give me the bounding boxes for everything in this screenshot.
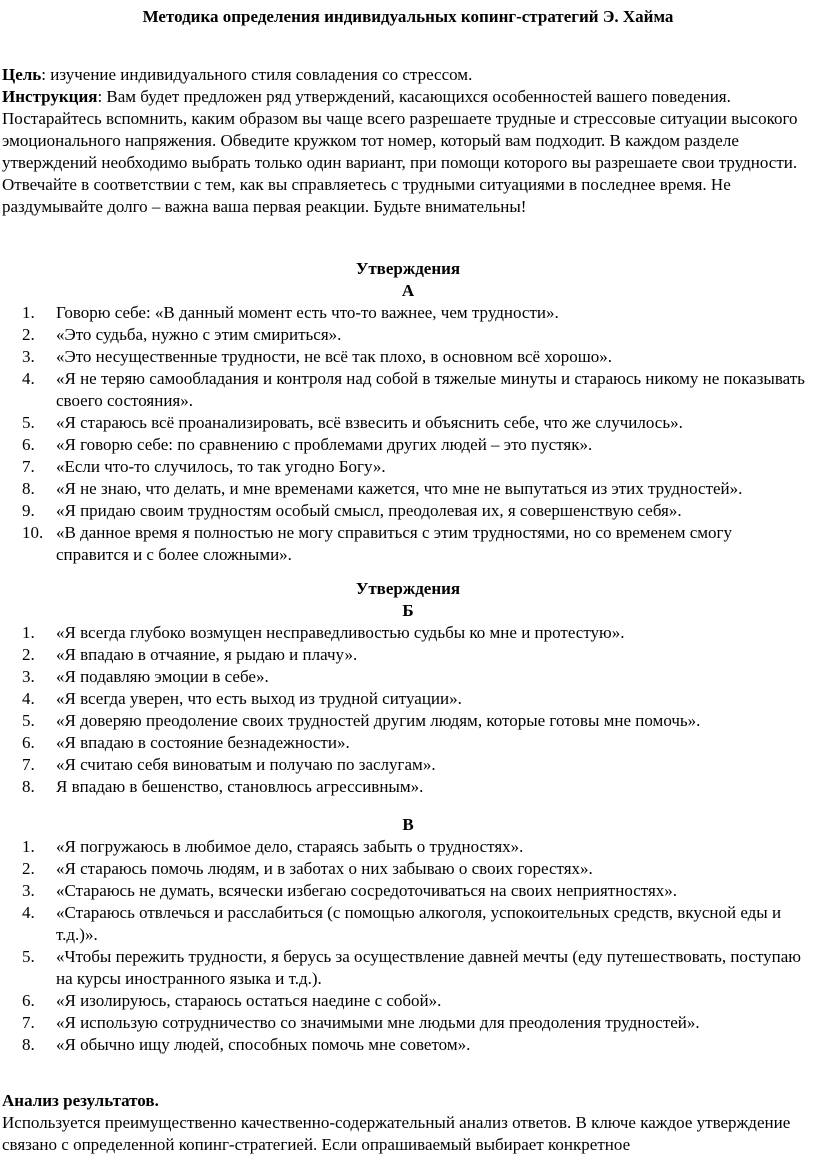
item-text: «Стараюсь отвлечься и расслабиться (с помощью алкоголя, успокоительных средств, вкусной еды и т.д.)». bbox=[56, 903, 782, 944]
list-item bbox=[0, 776, 808, 798]
item-number: 4. bbox=[22, 369, 35, 388]
goal-label: Цель bbox=[2, 65, 42, 84]
list-item bbox=[0, 858, 808, 880]
item-text: «Я стараюсь всё проанализировать, всё взвесить и объяснить себе, что же случилось». bbox=[56, 413, 683, 432]
item-text: «Я обычно ищу людей, способных помочь мне советом». bbox=[56, 1035, 471, 1054]
instruction-paragraph-2: Отвечайте в соответствии с тем, как вы справляетесь с трудными ситуациями в последнее время. Не раздумывайте долго – важна ваша первая реакции. Будьте внимательны! bbox=[2, 175, 731, 216]
instruction-paragraph bbox=[2, 86, 810, 174]
list-item bbox=[0, 324, 808, 346]
list-item bbox=[0, 754, 808, 776]
item-text: «Я всегда уверен, что есть выход из трудной ситуации». bbox=[56, 689, 462, 708]
section-a-heading: Утверждения bbox=[355, 259, 461, 278]
item-number: 3. bbox=[22, 881, 35, 900]
analysis-text: Используется преимущественно качественно-содержательный анализ ответов. В ключе каждое утверждение связано с определенной копинг-стратегией. Если опрашиваемый выбирает конкретное bbox=[2, 1113, 791, 1154]
item-text: Говорю себе: «В данный момент есть что-то важнее, чем трудности». bbox=[56, 303, 559, 322]
item-number: 6. bbox=[22, 435, 35, 454]
item-number: 6. bbox=[22, 991, 35, 1010]
list-item bbox=[0, 644, 808, 666]
item-number: 2. bbox=[22, 325, 35, 344]
item-text: «Я не теряю самообладания и контроля над собой в тяжелые минуты и стараюсь никому не показывать своего состояния». bbox=[56, 369, 805, 410]
list-item bbox=[0, 990, 808, 1012]
list-item bbox=[0, 456, 808, 478]
item-text: «Я впадаю в состояние безнадежности». bbox=[56, 733, 350, 752]
item-text: «Я стараюсь помочь людям, и в заботах о них забываю о своих горестях». bbox=[56, 859, 593, 878]
list-item bbox=[0, 1034, 808, 1056]
item-number: 7. bbox=[22, 755, 35, 774]
list-item bbox=[0, 836, 808, 858]
list-item bbox=[0, 710, 808, 732]
item-text: «Я говорю себе: по сравнению с проблемами других людей – это пустяк». bbox=[56, 435, 593, 454]
list-item bbox=[0, 412, 808, 434]
document-title: Методика определения индивидуальных копинг-стратегий Э. Хайма bbox=[142, 7, 674, 26]
section-v-list bbox=[0, 836, 808, 1056]
section-b-heading: Утверждения bbox=[355, 579, 461, 598]
item-text: «Я считаю себя виноватым и получаю по заслугам». bbox=[56, 755, 436, 774]
item-number: 8. bbox=[22, 479, 35, 498]
item-text: «Стараюсь не думать, всячески избегаю сосредоточиваться на своих неприятностях». bbox=[56, 881, 678, 900]
item-number: 2. bbox=[22, 645, 35, 664]
list-item bbox=[0, 478, 808, 500]
item-text: «Я всегда глубоко возмущен несправедливостью судьбы ко мне и протестую». bbox=[56, 623, 625, 642]
list-item bbox=[0, 368, 808, 412]
list-item bbox=[0, 688, 808, 710]
item-number: 2. bbox=[22, 859, 35, 878]
list-item bbox=[0, 500, 808, 522]
item-number: 1. bbox=[22, 303, 35, 322]
item-text: «Я использую сотрудничество со значимыми мне людьми для преодоления трудностей». bbox=[56, 1013, 700, 1032]
list-item bbox=[0, 666, 808, 688]
list-item bbox=[0, 522, 808, 566]
list-item bbox=[0, 622, 808, 644]
item-number: 7. bbox=[22, 457, 35, 476]
item-text: «В данное время я полностью не могу справиться с этим трудностями, но со временем смогу справится и с более сложными». bbox=[56, 523, 732, 564]
goal-text: : изучение индивидуального стиля совладения со стрессом. bbox=[41, 65, 473, 84]
item-number: 7. bbox=[22, 1013, 35, 1032]
item-text: «Я погружаюсь в любимое дело, стараясь забыть о трудностях». bbox=[56, 837, 524, 856]
item-text: «Я не знаю, что делать, и мне временами кажется, что мне не выпутаться из этих трудностей». bbox=[56, 479, 743, 498]
item-text: Я впадаю в бешенство, становлюсь агрессивным». bbox=[56, 777, 424, 796]
item-number: 3. bbox=[22, 667, 35, 686]
analysis-block bbox=[2, 1090, 810, 1156]
item-text: «Я подавляю эмоции в себе». bbox=[56, 667, 269, 686]
section-v-letter: В bbox=[402, 815, 414, 834]
analysis-heading: Анализ результатов. bbox=[2, 1091, 159, 1110]
section-a-list bbox=[0, 302, 808, 566]
list-item bbox=[0, 732, 808, 754]
instruction-text: : Вам будет предложен ряд утверждений, касающихся особенностей вашего поведения. Постарайтесь вспомнить, каким образом вы чаще всего разрешаете трудные и стрессовые ситуации высокого эмоционального напряжения. Обведите кружком тот номер, который вам подходит. В каждом разделе утверждений необходимо выбрать только один вариант, при помощи которого вы разрешаете свои трудности. bbox=[2, 87, 798, 172]
list-item bbox=[0, 346, 808, 368]
item-number: 1. bbox=[22, 623, 35, 642]
list-item bbox=[0, 1012, 808, 1034]
list-item bbox=[0, 902, 808, 946]
instruction-label: Инструкция bbox=[2, 87, 98, 106]
item-number: 6. bbox=[22, 733, 35, 752]
item-number: 9. bbox=[22, 501, 35, 520]
section-b-letter: Б bbox=[402, 601, 414, 620]
section-b-list bbox=[0, 622, 808, 798]
item-text: «Я изолируюсь, стараюсь остаться наедине с собой». bbox=[56, 991, 442, 1010]
item-number: 5. bbox=[22, 711, 35, 730]
item-number: 8. bbox=[22, 1035, 35, 1054]
item-text: «Это судьба, нужно с этим смириться». bbox=[56, 325, 342, 344]
item-number: 5. bbox=[22, 947, 35, 966]
goal-paragraph bbox=[2, 64, 810, 86]
item-text: «Я доверяю преодоление своих трудностей другим людям, которые готовы мне помочь». bbox=[56, 711, 701, 730]
item-text: «Чтобы пережить трудности, я берусь за осуществление давней мечты (еду путешествовать, поступаю на курсы иностранного языка и т.д.). bbox=[56, 947, 801, 988]
item-text: «Это несущественные трудности, не всё так плохо, в основном всё хорошо». bbox=[56, 347, 613, 366]
list-item bbox=[0, 434, 808, 456]
item-text: «Я придаю своим трудностям особый смысл, преодолевая их, я совершенствую себя». bbox=[56, 501, 682, 520]
item-number: 10. bbox=[22, 523, 44, 542]
item-number: 4. bbox=[22, 689, 35, 708]
item-number: 5. bbox=[22, 413, 35, 432]
intro-block bbox=[2, 64, 810, 218]
section-a-letter: А bbox=[401, 281, 415, 300]
item-number: 1. bbox=[22, 837, 35, 856]
item-number: 4. bbox=[22, 903, 35, 922]
list-item bbox=[0, 302, 808, 324]
item-number: 8. bbox=[22, 777, 35, 796]
item-number: 3. bbox=[22, 347, 35, 366]
list-item bbox=[0, 880, 808, 902]
item-text: «Я впадаю в отчаяние, я рыдаю и плачу». bbox=[56, 645, 358, 664]
list-item bbox=[0, 946, 808, 990]
item-text: «Если что-то случилось, то так угодно Богу». bbox=[56, 457, 386, 476]
